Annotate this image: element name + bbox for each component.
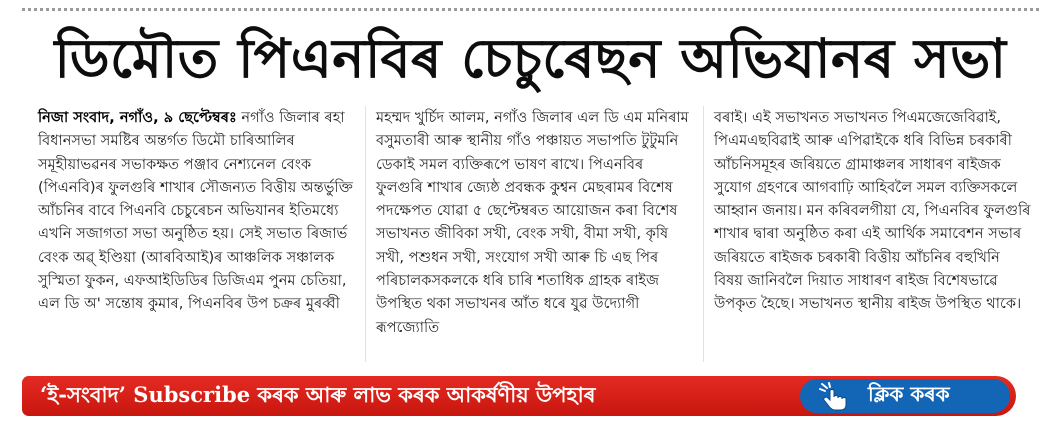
article-column-3-text: বৰাই। এই সভাখনত সভাখনত পিএমজেজেবিৱাই, পিএমএছবিৱাই আৰু এপিৱাইকে ধৰি বিভিন্ন চৰকাৰী আঁচনিসমূহৰ জৰিয়তে গ্ৰামাঞ্চলৰ সাধাৰণ ৰাইজক সুযোগ গ্ৰহণৰে আগবাঢ়ি আহিবলৈ সমল ব্যক্তিসকলে আহ্বান জনায়। মন কৰিবলগীয়া যে, পিএনবিৰ ফুলগুৰি শাখাৰ দ্বাৰা অনুষ্ঠিত কৰা এই আৰ্থিক সমাবেশন সভাৰ জৰিয়তে ৰাইজক চৰকাৰী বিত্তীয় আঁচনিৰ বহুখিনি বিষয় জানিবলৈ দিয়াত সাধাৰণ ৰাইজ বিশেষভাৱে উপকৃত হৈছে। সভাখনত স্থানীয় ৰাইজ উপস্থিত থাকে। (714, 109, 1031, 313)
subscribe-banner-text: ‘ই-সংবাদ’ Subscribe কৰক আৰু লাভ কৰক আকৰ্ষণীয় উপহাৰ (40, 381, 596, 407)
article-body (28, 106, 1041, 362)
article-column-1-text: নগাঁও জিলাৰ ৰহা বিধানসভা সমষ্টিৰ অন্তৰ্গত ডিমৌ চাৰিআলিৰ সমূহীয়াভৱনৰ সভাকক্ষত পঞ্জাব নেশ্যনেল বেংক (পিএনবি)ৰ ফুলগুৰি শাখাৰ সৌজন্যত বিত্তীয় অন্তৰ্ভুক্তি আঁচনিৰ বাবে পিএনবি চেচুৰেচন অভিযানৰ ইতিমধ্যে এখনি সজাগতা সভা অনুষ্ঠিত হয়। সেই সভাত ৰিজাৰ্ভ বেংক অৱ্ ইণ্ডিয়া (আৰবিআই)ৰ আঞ্চলিক সঞ্চালক সুস্মিতা ফুকন, এফআইডিডিৰ ডিজিএম পুনম চেতিয়া, এল ডি অ' সন্তোষ কুমাৰ, পিএনবিৰ উপ চক্ৰৰ মুৰব্বী (38, 109, 353, 313)
article-column-3 (703, 106, 1041, 362)
article-column-2-text: মহম্মদ খুৰ্চিদ আলম, নগাঁও জিলাৰ এল ডি এম মনিৰাম বসুমতাৰী আৰু স্থানীয় গাঁও পঞ্চায়ত সভাপতি টুটুমনি ডেকাই সমল ব্যক্তিৰূপে ভাষণ ৰাখে। পিএনবিৰ ফুলগুৰি শাখাৰ জ্যেষ্ঠ প্ৰবন্ধক কুশ্বন মেছৰামৰ বিশেষ পদক্ষেপত যোৱা ৫ ছেপ্টেম্বৰত আয়োজন কৰা বিশেষ সভাখনত জীবিকা সখী, বেংক সখী, বীমা সখী, কৃষি সখী, পশুধন সখী, সংযোগ সখী আৰু চি এছ পিৰ পৰিচালকসকলকে ধৰি চাৰি শতাধিক গ্ৰাহক ৰাইজ উপস্থিত থকা সভাখনৰ আঁত ধৰে যুৱ উদ্যোগী ৰূপজ্যোতি (376, 109, 689, 336)
click-button-label: ক্লিক কৰক (868, 381, 950, 406)
article-column-2 (365, 106, 703, 362)
headline: ডিমৌত পিএনবিৰ চেচুৰেছন অভিযানৰ সভা (54, 27, 1007, 90)
article-dateline: নিজা সংবাদ, নগাঁও, ৯ ছেপ্টেম্বৰঃ (38, 109, 237, 126)
top-dotted-rule (22, 8, 1039, 11)
subscribe-banner[interactable] (22, 376, 1016, 416)
hand-pointer-icon (810, 379, 856, 413)
click-button[interactable] (800, 379, 1010, 413)
article-column-1 (28, 106, 365, 362)
